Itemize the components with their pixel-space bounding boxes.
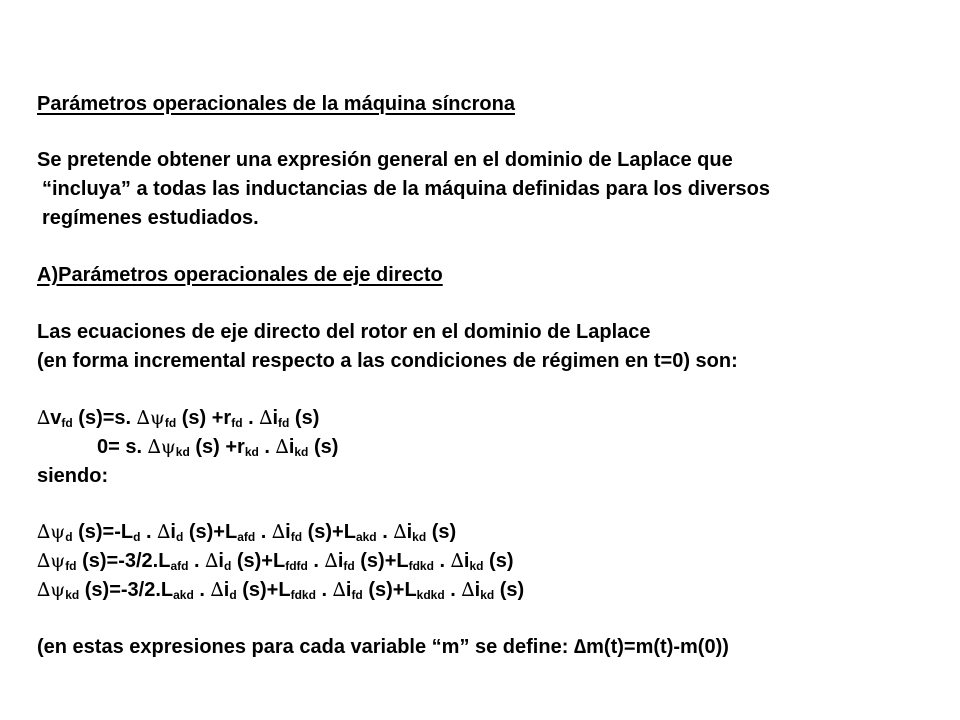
footnote: (en estas expresiones para cada variable “m” se define: ∆m(t)=m(t)-m(0)) xyxy=(37,636,729,658)
section-text-1: Las ecuaciones de eje directo del rotor en el dominio de Laplace xyxy=(37,321,651,343)
equation-vfd: $\Delta v_{fd}$ (s)=s. $\Delta\psi_{fd}$ $(s) +r_{fd}$ . $\Delta i_{fd}$ (s) xyxy=(37,407,320,430)
siendo-label: siendo: xyxy=(37,465,109,487)
section-title: A)Parámetros operacionales de eje directo xyxy=(37,264,443,286)
intro-line-2: “incluya” a todas las inductancias de la máquina definidas para los diversos xyxy=(42,178,771,200)
section-text-2: (en forma incremental respecto a las condiciones de régimen en t=0) son: xyxy=(37,350,738,372)
equation-psi-fd: $\Delta\psi_{fd}$ $(s)=-3/2.L_{afd}$ . $\Delta i_d$ $(s)+L_{fdfd}$ . $\Delta i_{fd}$ $(s)+L_{fdkd}$ . $\Delta i_{kd}$ (s) xyxy=(37,550,514,573)
equation-kd: 0= s. $\Delta\psi_{kd}$ $(s) +r_{kd}$ . $\Delta i_{kd}$ (s) xyxy=(97,436,339,459)
equation-psi-d: $\Delta\psi_d$ $(s)=-L_d$ . $\Delta i_d$ $(s)+L_{afd}$ . $\Delta i_{fd}$ $(s)+L_{akd}$ . $\Delta i_{kd}$ (s) xyxy=(37,521,457,544)
equation-psi-kd: $\Delta\psi_{kd}$ $(s)=-3/2.L_{akd}$ . $\Delta i_d$ $(s)+L_{fdkd}$ . $\Delta i_{fd}$ $(s)+L_{kdkd}$ . $\Delta i_{kd}$ (s) xyxy=(37,579,525,602)
page-title: Parámetros operacionales de la máquina síncrona xyxy=(37,93,515,115)
intro-line-1: Se pretende obtener una expresión general en el dominio de Laplace que xyxy=(37,149,733,171)
intro-line-3: regímenes estudiados. xyxy=(42,207,259,229)
